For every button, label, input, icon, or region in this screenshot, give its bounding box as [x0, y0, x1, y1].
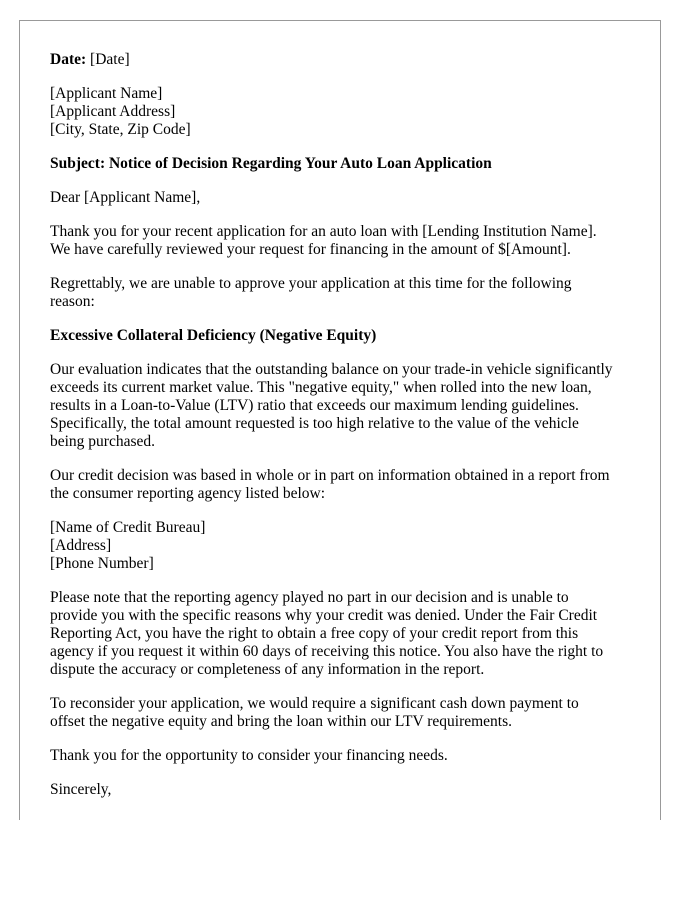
paragraph-line: Our credit decision was based in whole or in part on information obtained in a report from: [50, 467, 610, 484]
date-label: Date:: [50, 51, 87, 68]
paragraph-line: results in a Loan-to-Value (LTV) ratio that exceeds our maximum lending guidelines.: [50, 397, 579, 414]
paragraph-line: We have carefully reviewed your request for financing in the amount of $[Amount].: [50, 241, 571, 258]
paragraph-regret: [50, 275, 640, 311]
paragraph-line: Thank you for your recent application for an auto loan with [Lending Institution Name].: [50, 223, 597, 240]
credit-bureau-address: [50, 519, 640, 573]
date-value: [Date]: [90, 51, 130, 68]
paragraph-line: reason:: [50, 293, 95, 310]
recipient-city: [City, State, Zip Code]: [50, 121, 191, 138]
letter-content: [50, 51, 640, 815]
paragraph-line: offset the negative equity and bring the loan within our LTV requirements.: [50, 713, 513, 730]
salutation: Dear [Applicant Name],: [50, 189, 201, 206]
bureau-name: [Name of Credit Bureau]: [50, 519, 206, 536]
bureau-address: [Address]: [50, 537, 112, 554]
paragraph-line: dispute the accuracy or completeness of any information in the report.: [50, 661, 485, 678]
letter-page: [19, 20, 661, 820]
closing: Sincerely,: [50, 781, 112, 798]
paragraph-rights: [50, 589, 640, 679]
recipient-name: [Applicant Name]: [50, 85, 163, 102]
paragraph-line: Regrettably, we are unable to approve your application at this time for the following: [50, 275, 572, 292]
paragraph-line: provide you with the specific reasons why your credit was denied. Under the Fair Credit: [50, 607, 598, 624]
paragraph-line: the consumer reporting agency listed below:: [50, 485, 326, 502]
bureau-phone: [Phone Number]: [50, 555, 154, 572]
paragraph-line: being purchased.: [50, 433, 156, 450]
paragraph-line: Please note that the reporting agency played no part in our decision and is unable to: [50, 589, 569, 606]
reason-heading: Excessive Collateral Deficiency (Negative Equity): [50, 327, 377, 344]
date-line: [50, 51, 640, 69]
recipient-address: [50, 85, 640, 139]
paragraph-line: Reporting Act, you have the right to obtain a free copy of your credit report from this: [50, 625, 579, 642]
subject-line: Subject: Notice of Decision Regarding Your Auto Loan Application: [50, 155, 492, 172]
paragraph-intro: [50, 223, 640, 259]
paragraph-line: agency if you request it within 60 days of receiving this notice. You also have the right to: [50, 643, 604, 660]
paragraph-line: To reconsider your application, we would require a significant cash down payment to: [50, 695, 579, 712]
paragraph-line: Our evaluation indicates that the outstanding balance on your trade-in vehicle significantly: [50, 361, 613, 378]
paragraph-line: exceeds its current market value. This "negative equity," when rolled into the new loan,: [50, 379, 592, 396]
recipient-street: [Applicant Address]: [50, 103, 176, 120]
paragraph-evaluation: [50, 361, 640, 451]
paragraph-thanks: Thank you for the opportunity to consider your financing needs.: [50, 747, 448, 764]
paragraph-line: Specifically, the total amount requested is too high relative to the value of the vehicle: [50, 415, 579, 432]
paragraph-credit: [50, 467, 640, 503]
paragraph-reconsider: [50, 695, 640, 731]
